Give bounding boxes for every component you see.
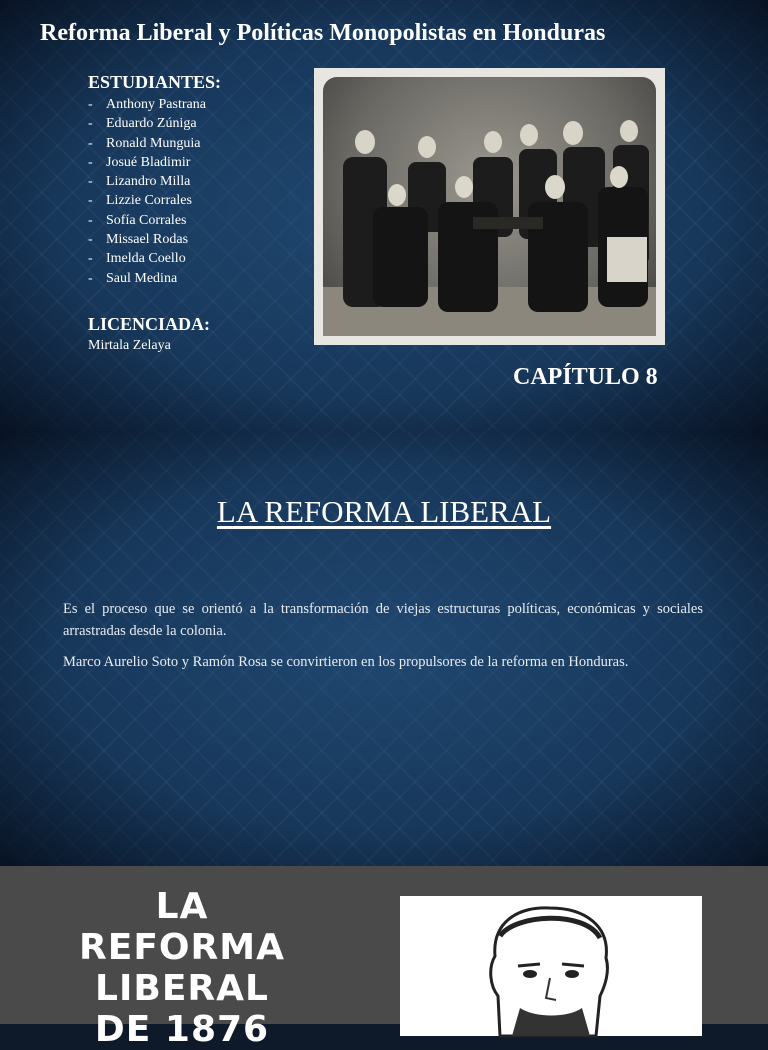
slide-reforma-1876 [0,866,768,1050]
portrait-sketch [400,896,702,1036]
list-item: - Ronald Munguia [88,135,201,151]
slide-heading: LA REFORMA LIBERAL DE 1876 [79,886,285,1050]
chapter-label: CAPÍTULO 8 [513,364,658,390]
slide-reforma-liberal [0,432,768,866]
list-item: - Missael Rodas [88,232,189,248]
list-item: - Josué Bladimir [88,154,191,170]
slide-title [0,0,768,432]
presentation-title: Reforma Liberal y Políticas Monopolistas en Honduras [40,20,606,46]
list-item: - Imelda Coello [88,251,186,267]
students-heading: ESTUDIANTES: [88,72,222,92]
list-item: - Eduardo Zúniga [88,116,197,132]
paragraph: Marco Aurelio Soto y Ramón Rosa se convirtieron en los propulsores de la reforma en Honduras. [63,654,629,670]
list-item: - Sofía Corrales [88,212,187,228]
list-item: - Saul Medina [88,270,178,286]
paragraph: Es el proceso que se orientó a la transformación de viejas estructuras políticas, económicas y sociales arrastradas desde la colonia. [63,601,703,639]
list-item: - Anthony Pastrana [88,97,206,112]
licenciada-name: Mirtala Zelaya [88,338,171,353]
portrait-engraving [400,896,702,1036]
students-list [88,95,206,288]
licenciada-heading: LICENCIADA: [88,314,211,334]
list-item: - Lizandro Milla [88,174,191,190]
list-item: - Lizzie Corrales [88,193,192,209]
group-photo [314,68,665,345]
group-photo-image [323,77,656,336]
slide-body [63,598,703,682]
group-photo-figures [323,77,656,336]
slide-heading: LA REFORMA LIBERAL [216,494,552,529]
